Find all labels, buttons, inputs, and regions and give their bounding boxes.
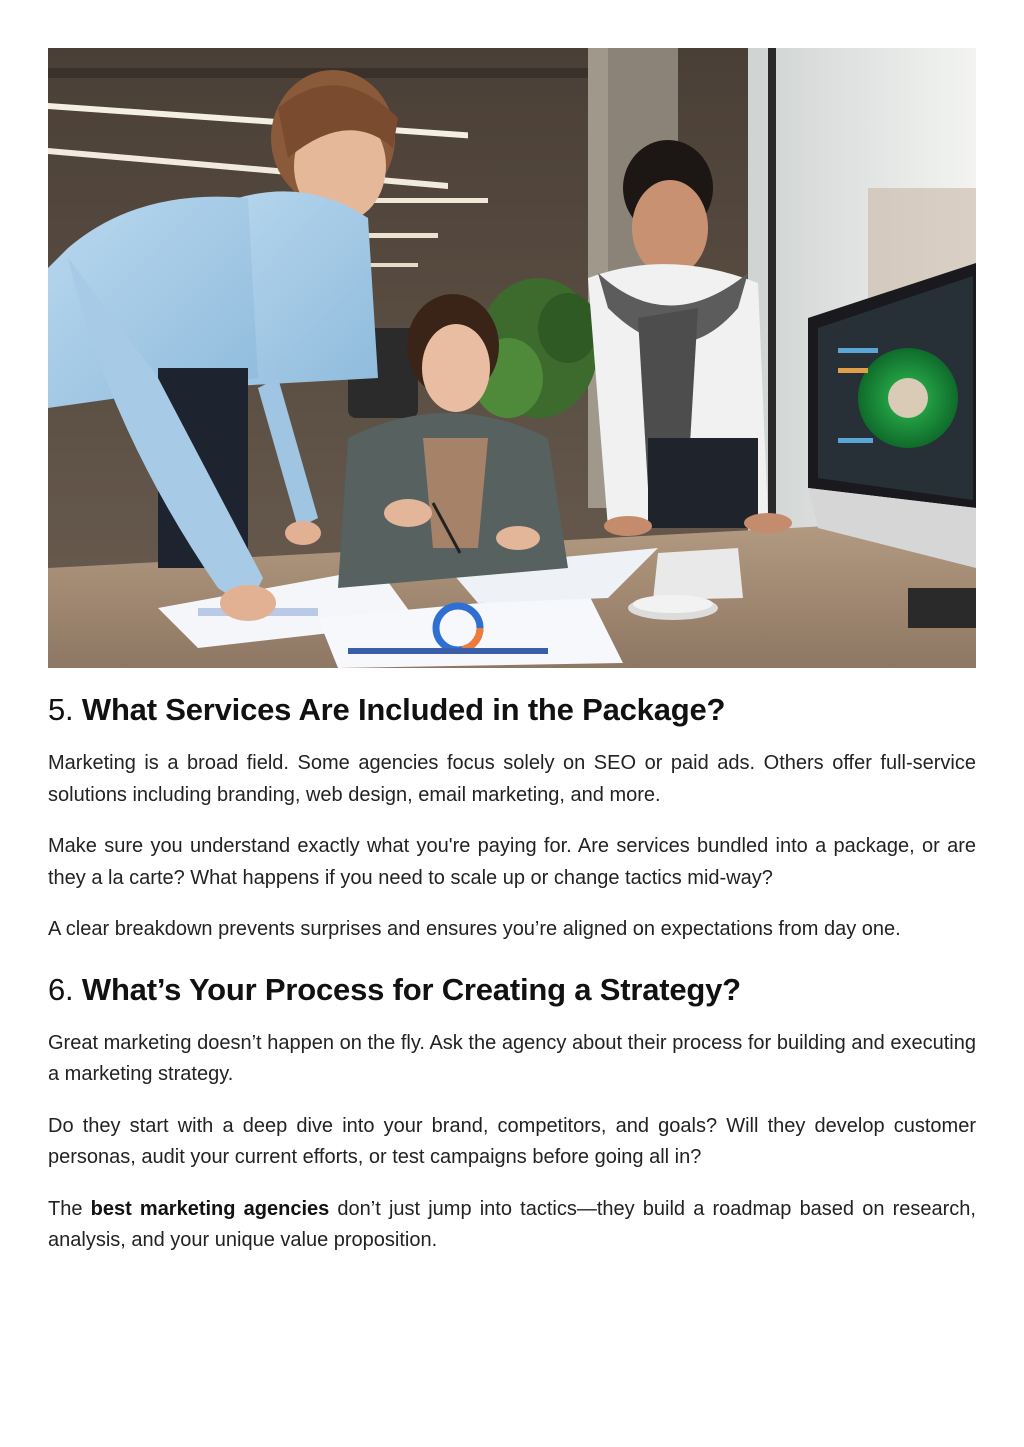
section-number: 6. [48, 971, 74, 1007]
paragraph: Marketing is a broad field. Some agencies focus solely on SEO or paid ads. Others offer full-service solutions including branding, web design, email marketing, and more. [48, 752, 976, 806]
text-fragment: don’t just jump into tactics—they build a roadmap based on research, analysis, and your unique value proposition. [48, 1197, 976, 1251]
paragraph: Great marketing doesn’t happen on the fly. Ask the agency about their process for building and executing a marketing strategy. [48, 1031, 976, 1085]
paragraph: Do they start with a deep dive into your brand, competitors, and goals? Will they develop customer personas, audit your current efforts, or test campaigns before going all in? [48, 1114, 976, 1168]
section-title: What Services Are Included in the Package? [81, 692, 726, 727]
paragraph: A clear breakdown prevents surprises and ensures you’re aligned on expectations from day one. [48, 918, 901, 940]
section-title: What’s Your Process for Creating a Strategy? [81, 971, 741, 1007]
paragraph: Make sure you understand exactly what you're paying for. Are services bundled into a package, or are they a la carte? What happens if you need to scale up or change tactics mid-way? [48, 835, 976, 889]
section-heading-6 [48, 970, 976, 1010]
section-heading-5 [48, 690, 976, 730]
section-number: 5. [48, 692, 74, 727]
paragraph-with-emphasis [48, 1194, 976, 1257]
office-team-photo [48, 48, 976, 668]
office-photo-illustration [48, 48, 976, 668]
text-fragment: The [48, 1197, 91, 1220]
bold-phrase: best marketing agencies [90, 1197, 330, 1220]
document-page [48, 48, 976, 1257]
